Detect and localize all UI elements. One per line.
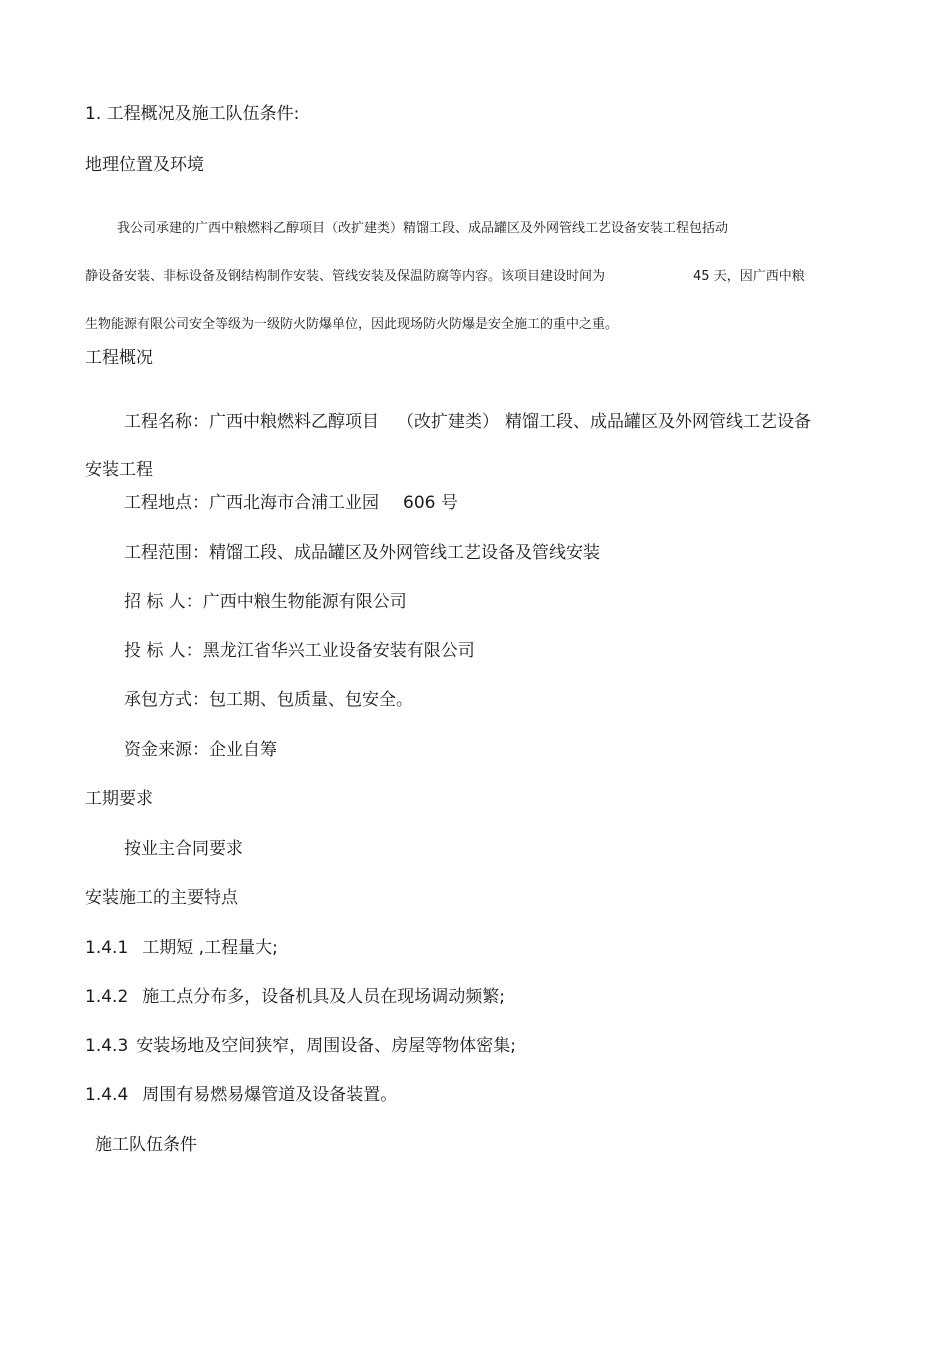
project-contract: 承包方式：包工期、包质量、包安全。	[124, 690, 413, 710]
section-title: 1. 工程概况及施工队伍条件:	[85, 104, 300, 124]
geo-para-line-2-a: 静设备安装、非标设备及钢结构制作安装、管线安装及保温防腐等内容。该项目建设时间为	[85, 269, 606, 284]
project-location-b: 606 号	[403, 493, 458, 513]
period-text: 按业主合同要求	[124, 839, 243, 859]
feature-number: 1.4.4	[85, 1085, 129, 1105]
project-name-continued: 安装工程	[85, 460, 153, 480]
feature-item	[85, 1085, 397, 1105]
geo-para-line-3: 生物能源有限公司安全等级为一级防火防爆单位，因此现场防火防爆是安全施工的重中之重。	[85, 317, 619, 332]
feature-text: 施工点分布多，设备机具及人员在现场调动频繁;	[142, 987, 505, 1007]
feature-text: 工期短 ,工程量大;	[142, 938, 278, 958]
feature-item	[85, 1036, 516, 1056]
project-bidder: 投 标 人：黑龙江省华兴工业设备安装有限公司	[124, 641, 475, 661]
feature-number: 1.4.1	[85, 938, 129, 958]
geo-para-line-2-b: 45 天，因广西中粮	[693, 269, 805, 284]
project-tenderer: 招 标 人：广西中粮生物能源有限公司	[124, 592, 407, 612]
project-scope: 工程范围：精馏工段、成品罐区及外网管线工艺设备及管线安装	[124, 543, 600, 563]
overview-heading: 工程概况	[85, 348, 153, 368]
feature-text: 周围有易燃易爆管道及设备装置。	[142, 1085, 398, 1105]
features-heading: 安装施工的主要特点	[85, 888, 238, 908]
project-funding: 资金来源：企业自筹	[124, 740, 277, 760]
project-name-b: （改扩建类）	[397, 412, 499, 432]
project-name-a: 工程名称：广西中粮燃料乙醇项目	[124, 412, 379, 432]
project-location	[124, 493, 458, 513]
feature-item	[85, 938, 278, 958]
period-heading: 工期要求	[85, 789, 153, 809]
project-location-a: 工程地点：广西北海市合浦工业园	[124, 493, 379, 513]
feature-item	[85, 987, 505, 1007]
feature-text: 安装场地及空间狭窄，周围设备、房屋等物体密集;	[136, 1036, 516, 1056]
geo-para-line-1: 我公司承建的广西中粮燃料乙醇项目（改扩建类）精馏工段、成品罐区及外网管线工艺设备安装工程包括动	[117, 221, 729, 236]
team-heading: 施工队伍条件	[95, 1135, 197, 1155]
feature-number: 1.4.3	[85, 1036, 129, 1056]
project-name-c: 精馏工段、成品罐区及外网管线工艺设备	[505, 412, 811, 432]
geo-para-line-2	[85, 269, 805, 285]
project-name	[124, 412, 811, 432]
geo-heading: 地理位置及环境	[85, 155, 204, 175]
feature-number: 1.4.2	[85, 987, 129, 1007]
